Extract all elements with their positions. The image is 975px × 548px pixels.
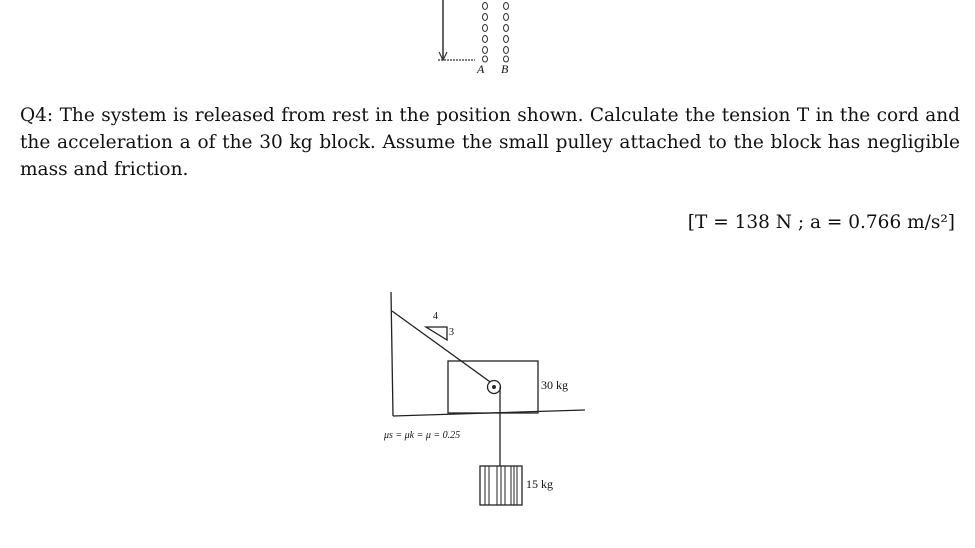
pulley-system-diagram bbox=[391, 292, 585, 505]
slope-run: 4 bbox=[433, 311, 438, 322]
chain-a bbox=[483, 3, 488, 63]
hanging-mass-label: 15 kg bbox=[526, 477, 553, 491]
slope-rise: 3 bbox=[449, 327, 454, 338]
wall bbox=[391, 292, 393, 416]
inclined-cord bbox=[392, 311, 493, 384]
chain-b bbox=[504, 3, 509, 63]
friction-label: μs = μk = μ = 0.25 bbox=[384, 430, 461, 441]
top-figure-fragment bbox=[438, 0, 509, 62]
answer-text: [T = 138 N ; a = 0.766 m/s²] bbox=[687, 212, 955, 233]
label-a: A bbox=[477, 62, 485, 76]
block-mass-label: 30 kg bbox=[541, 378, 568, 392]
label-b: B bbox=[501, 62, 509, 76]
question-text: Q4: The system is released from rest in the position shown. Calculate the tension T in the cord and the acceleration a of the 30 kg block. Assume the small pulley attached to the block has negligible mass and friction. bbox=[20, 105, 960, 180]
